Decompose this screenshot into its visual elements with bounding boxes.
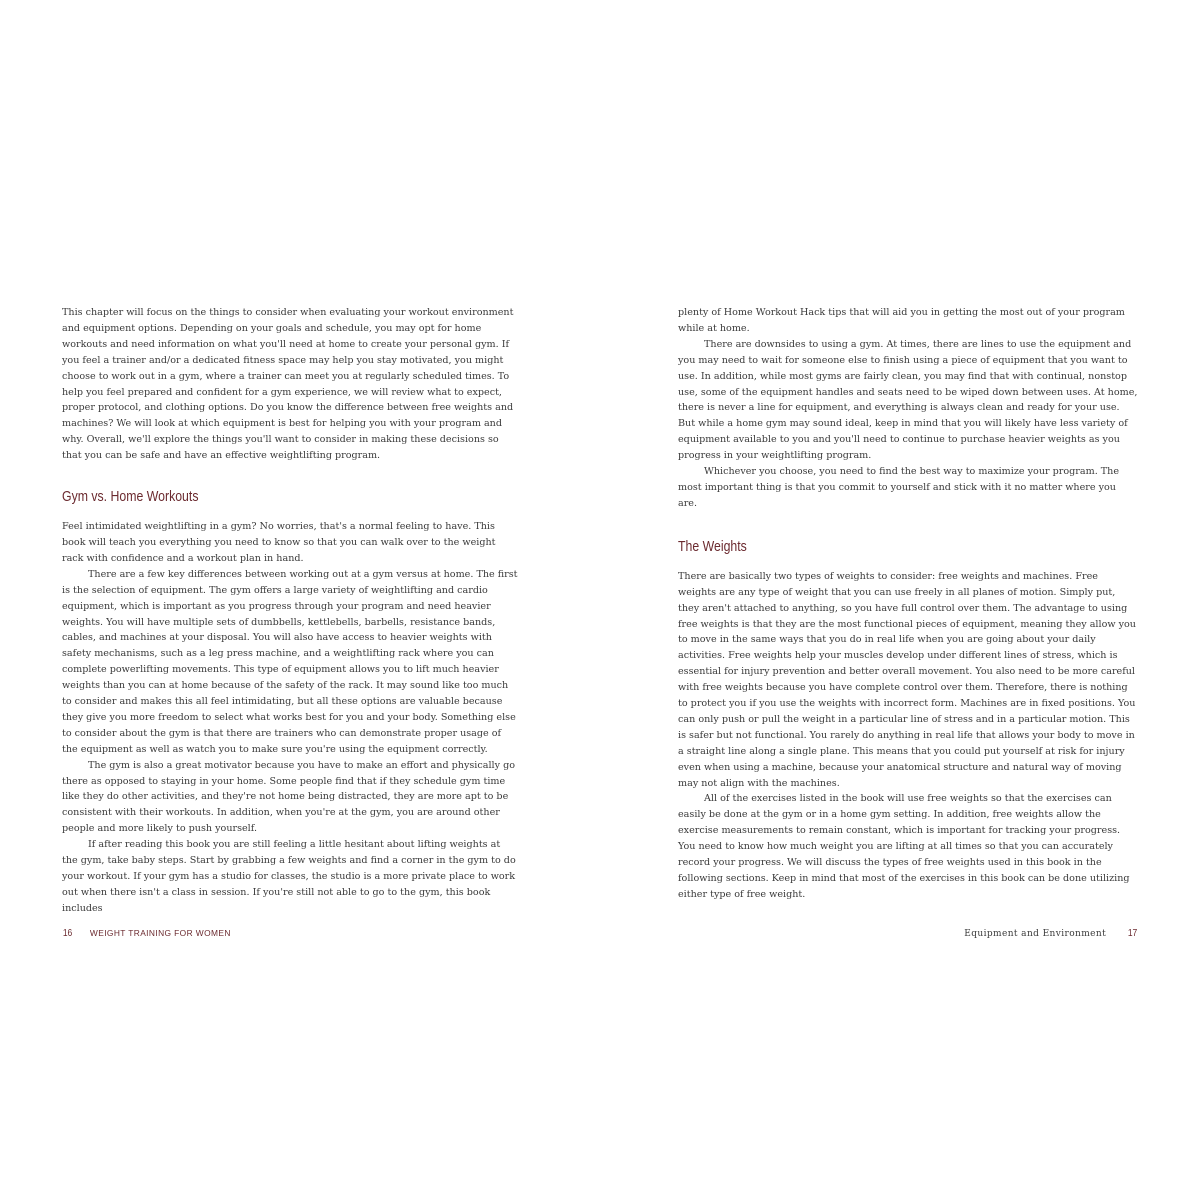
running-head-left: WEIGHT TRAINING FOR WOMEN	[89, 928, 231, 938]
section-heading-the-weights: The Weights	[678, 537, 747, 555]
section-heading-gym-vs-home: Gym vs. Home Workouts	[62, 488, 199, 506]
body-paragraph: If after reading this book you are still feeling a little hesitant about lifting weights at the gym, take baby steps. Start by grabbing a few weights and find a corner in the gym to do your workout. If your gym has a studio for classes, the studio is a more private place to work out when there isn't a class in session. If you're still not able to go to the gym, this book includes	[62, 839, 516, 914]
running-head-right: Equipment and Environment	[964, 929, 1107, 939]
page-number-right: 17	[1127, 928, 1138, 939]
body-paragraph: There are basically two types of weights to consider: free weights and machines. Free weights are any type of weight that you can use freely in all planes of motion. Simply put, they aren't attached to anything, so you have full control over them. The advantage to using free weights is that they are the most functional pieces of equipment, meaning they allow you to move in the same ways that you do in real life when you are going about your daily activities. Free weights help your muscles develop under different lines of stress, which is essential for injury prevention and better overall movement. You also need to be more careful with free weights because you have complete control over them. Therefore, there is nothing to protect you if you use the weights with incorrect form. Machines are in fixed positions. You can only push or pull the weight in a particular line of stress and in a particular motion. This is safer but not functional. You rarely do anything in real life that allows your body to move in a straight line along a single plane. This means that you could put yourself at risk for injury even when using a machine, because your anatomical structure and natural way of moving may not align with the machines.	[678, 570, 1136, 789]
right-footer	[964, 928, 1138, 939]
body-paragraph: The gym is also a great motivator because you have to make an effort and physically go there as opposed to staying in your home. Some people find that if they schedule gym time like they do other activities, and they're not home being distracted, they are more apt to be consistent with their workouts. In addition, when you're at the gym, you are around other people and more likely to push yourself.	[62, 759, 515, 835]
intro-paragraph: This chapter will focus on the things to consider when evaluating your workout environment and equipment options. Depending on your goals and schedule, you may opt for home workouts and need information on what you'll need at home to create your personal gym. If you feel a trainer and/or a dedicated fitness space may help you stay motivated, you might choose to work out in a gym, where a trainer can meet you at regularly scheduled times. To help you feel prepared and confident for a gym experience, we will review what to expect, proper protocol, and clothing options. Do you know the difference between free weights and machines? We will look at which equipment is best for helping you with your program and why. Overall, we'll explore the things you'll want to consider in making these decisions so that you can be safe and have an effective weightlifting program.	[62, 307, 514, 462]
body-paragraph: There are downsides to using a gym. At times, there are lines to use the equipment and you may need to wait for someone else to finish using a piece of equipment that you want to use. In addition, while most gyms are fairly clean, you may find that with continual, nonstop use, some of the equipment handles and seats need to be wiped down between uses. At home, there is never a line for equipment, and everything is always clean and ready for your use. But while a home gym may sound ideal, keep in mind that you will likely have less variety of equipment available to you and you'll need to continue to purchase heavier weights as you progress in your weightlifting program.	[678, 338, 1138, 462]
right-page	[678, 305, 1138, 903]
left-footer	[62, 928, 231, 939]
body-paragraph: Feel intimidated weightlifting in a gym? No worries, that's a normal feeling to have. This book will teach you everything you need to know so that you can walk over to the weight rack with confidence and a workout plan in hand.	[62, 521, 496, 564]
page-number-left: 16	[62, 928, 73, 939]
body-paragraph: Whichever you choose, you need to find the best way to maximize your program. The most important thing is that you commit to yourself and stick with it no matter where you are.	[678, 466, 1120, 509]
body-paragraph: All of the exercises listed in the book will use free weights so that the exercises can easily be done at the gym or in a home gym setting. In addition, free weights allow the exercise measurements to remain constant, which is important for tracking your progress. You need to know how much weight you are lifting at all times so that you can accurately record your progress. We will discuss the types of free weights used in this book in the following sections. Keep in mind that most of the exercises in this book can be done utilizing either type of free weight.	[678, 793, 1130, 900]
body-paragraph: There are a few key differences between working out at a gym versus at home. The first is the selection of equipment. The gym offers a large variety of weightlifting and cardio equipment, which is important as you progress through your program and need heavier weights. You will have multiple sets of dumbbells, kettlebells, barbells, resistance bands, cables, and machines at your disposal. You will also have access to heavier weights with safety mechanisms, such as a leg press machine, and a weightlifting rack where you can complete powerlifting movements. This type of equipment allows you to lift much heavier weights than you can at home because of the safety of the rack. It may sound like too much to consider and makes this all feel intimidating, but all these options are valuable because they give you more freedom to select what works best for you and your body. Something else to consider about the gym is that there are trainers who can demonstrate proper usage of the equipment as well as watch you to make sure you're using the equipment correctly.	[62, 568, 518, 755]
left-page	[62, 305, 518, 917]
continuation-paragraph: plenty of Home Workout Hack tips that will aid you in getting the most out of your program while at home.	[678, 307, 1125, 334]
